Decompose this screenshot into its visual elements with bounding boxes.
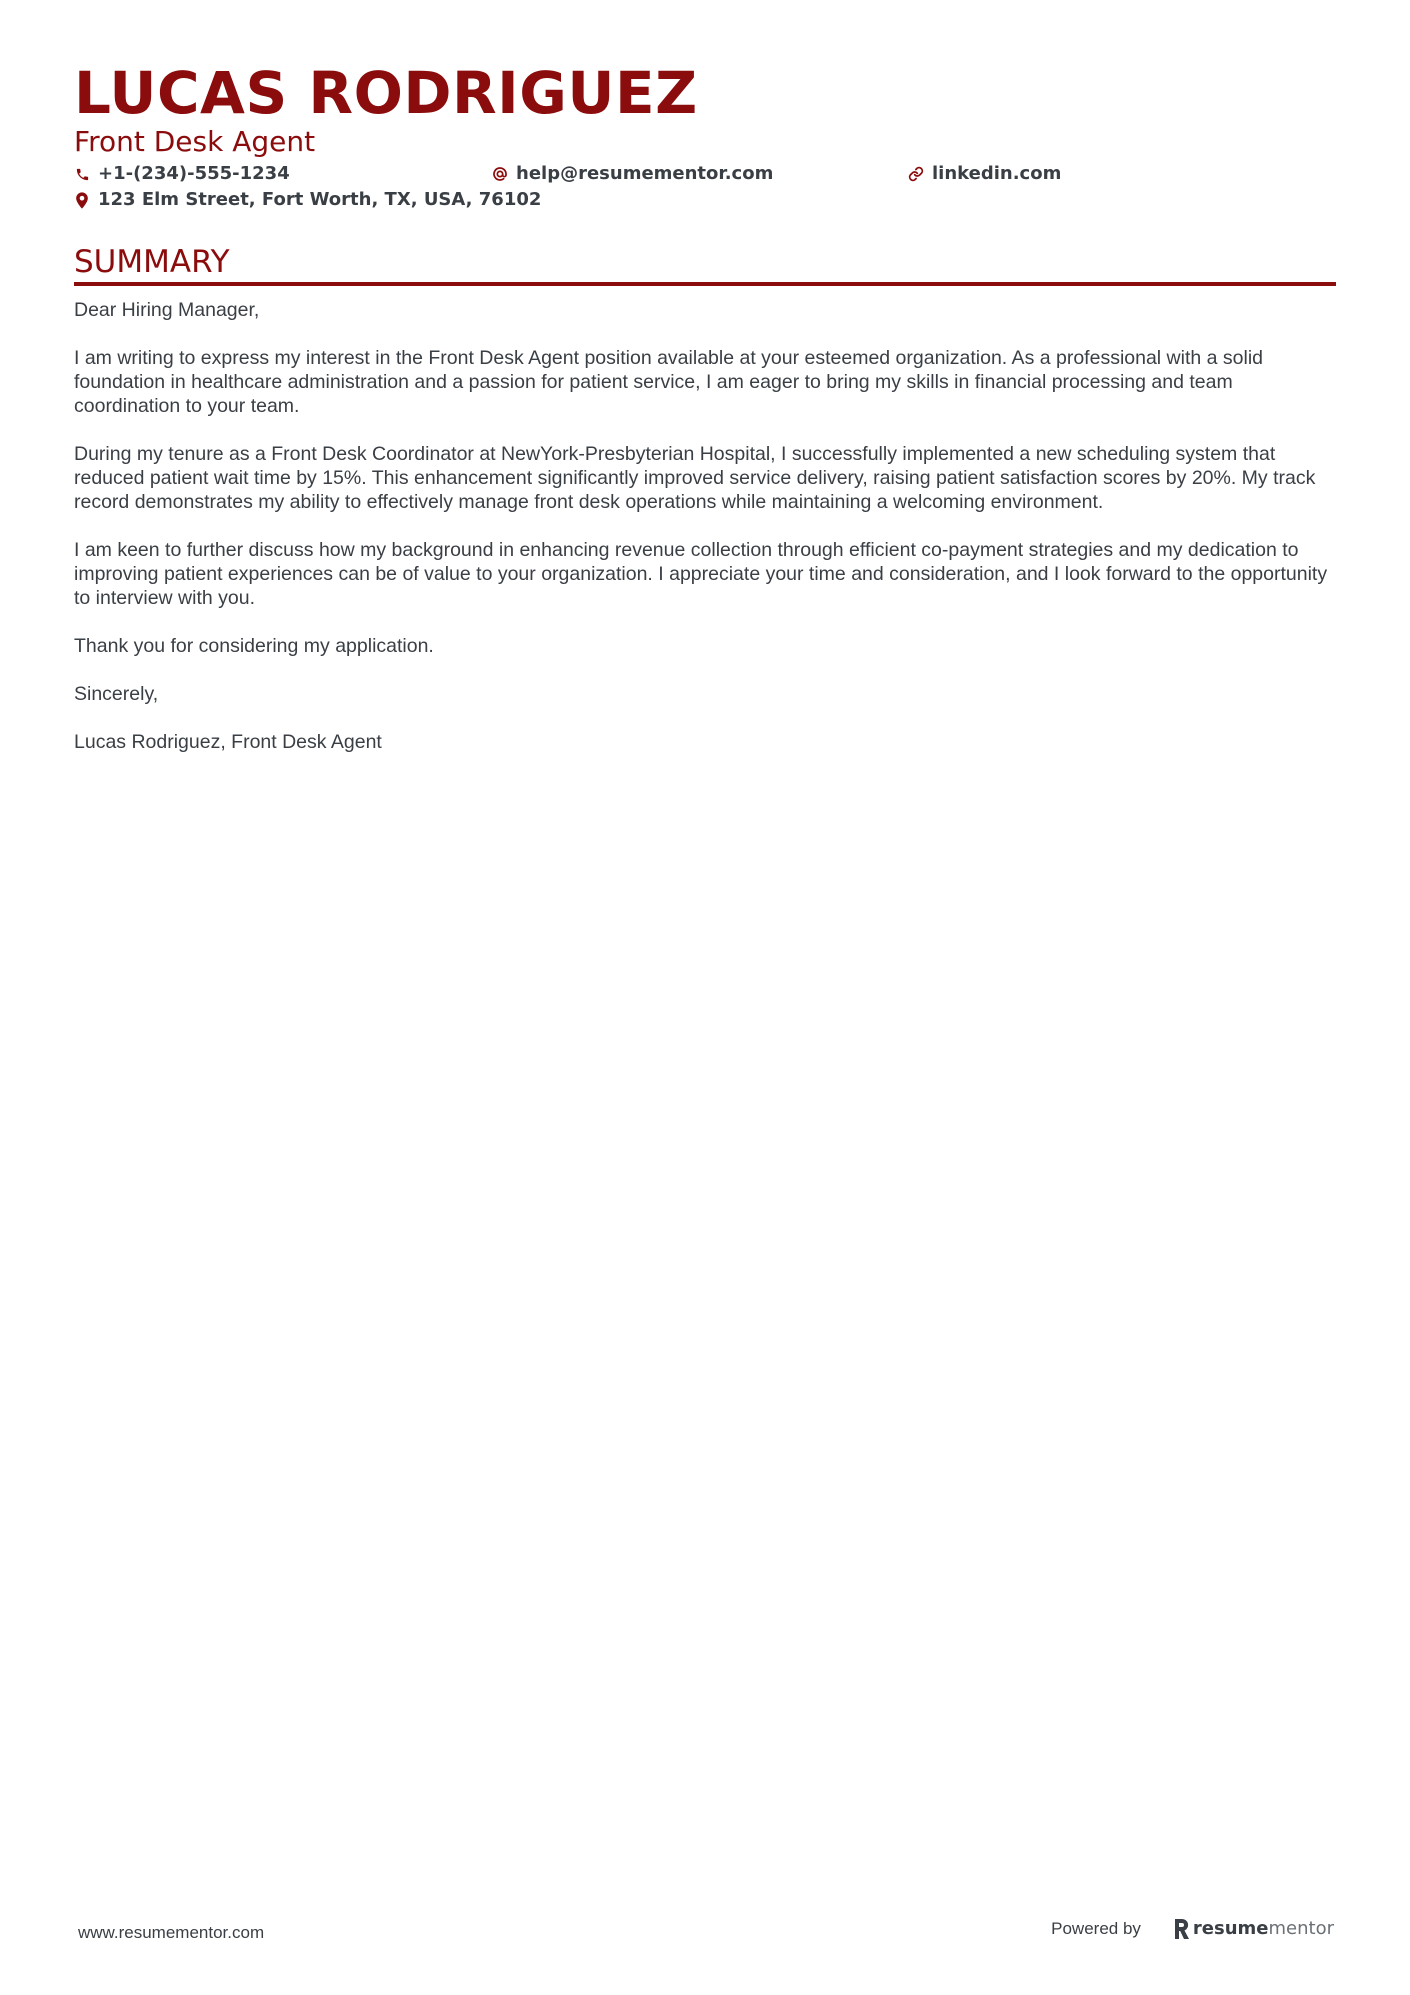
email-text: help@resumementor.com [516,163,774,184]
logo-text-bold: resume [1192,1918,1269,1939]
phone-text: +1-(234)-555-1234 [98,163,290,184]
link-icon [908,165,924,183]
map-pin-icon [74,191,90,209]
letter-signature: Lucas Rodriguez, Front Desk Agent [74,731,382,753]
logo-text-light: mentor [1268,1918,1334,1939]
candidate-name: LUCAS RODRIGUEZ [74,59,698,127]
powered-by-label: Powered by [1051,1918,1141,1938]
contact-linkedin[interactable] [908,162,1061,186]
address-text: 123 Elm Street, Fort Worth, TX, USA, 76102 [98,189,542,210]
letter-thanks: Thank you for considering my application. [74,635,434,657]
letter-paragraph: I am writing to express my interest in the Front Desk Agent position available at your esteemed organization. As a professional with a solid foundation in healthcare administration and a passion for patient service, I am eager to bring my skills in financial processing and team coordination to your team. [74,347,1264,417]
letter-closing: Sincerely, [74,683,159,705]
resumementor-logo-icon [1173,1919,1189,1939]
letter-body [74,298,1336,778]
phone-icon [74,165,90,183]
candidate-role: Front Desk Agent [74,125,316,158]
contact-address [74,188,541,212]
footer-website-link[interactable]: www.resumementor.com [78,1923,265,1942]
section-title-summary: SUMMARY [74,244,230,280]
resumementor-logo[interactable] [1173,1918,1334,1939]
contact-email[interactable] [492,162,773,186]
letter-greeting: Dear Hiring Manager, [74,299,260,321]
letter-paragraph: I am keen to further discuss how my background in enhancing revenue collection through efficient co-payment strategies and my dedication to improving patient experiences can be of value to your organization. I appreciate your time and consideration, and I look forward to the opportunity to interview with you. [74,539,1328,609]
contact-phone[interactable] [74,162,290,186]
section-divider [74,282,1336,286]
linkedin-text: linkedin.com [932,163,1062,184]
at-icon [492,165,508,183]
footer-powered-by [1051,1918,1334,1939]
letter-paragraph: During my tenure as a Front Desk Coordinator at NewYork-Presbyterian Hospital, I successfully implemented a new scheduling system that reduced patient wait time by 15%. This enhancement significantly improved service delivery, raising patient satisfaction scores by 20%. My track record demonstrates my ability to effectively manage front desk operations while maintaining a welcoming environment. [74,443,1316,513]
